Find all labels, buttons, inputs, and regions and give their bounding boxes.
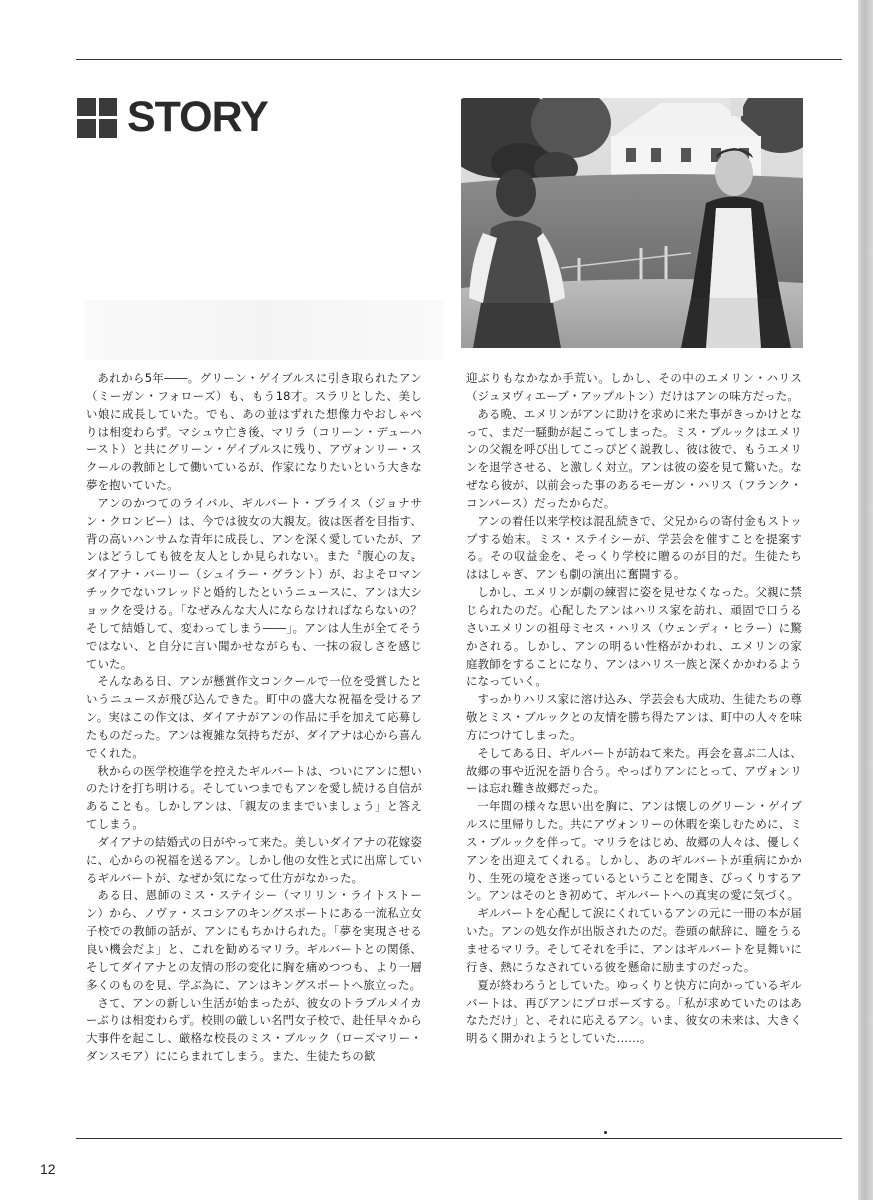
story-paragraph: しかし、エメリンが劇の練習に姿を見せなくなった。父親に禁じられたのだ。心配したアンはハリス家を訪れ、頑固で口うるさいエメリンの祖母ミセス・ハリス（ウェンディ・ヒラー）に驚かされる。しかし、アンの明るい性格がかわれ、エメリンの家庭教師をすることになり、アンはハリス一族と深くかかわるようになっていく。 xyxy=(466,585,802,689)
film-still-photo xyxy=(461,98,803,348)
story-paragraph: そしてある日、ギルバートが訪ねて来た。再会を喜ぶ二人は、故郷の事や近況を語り合う。やっぱりアンにとって、アヴォンリーは忘れ難き故郷だった。 xyxy=(466,745,802,796)
story-paragraph: さて、アンの新しい生活が始まったが、彼女のトラブルメイカーぶりは相変わらず。校則の厳しい名門女子校で、赴任早々から大事件を起こし、厳格な校長のミス・ブルック（ローズマリー・ダンスモア）ににらまれてしまう。また、生徒たちの歓 xyxy=(86,995,422,1064)
story-paragraph: すっかりハリス家に溶け込み、学芸会も大成功、生徒たちの尊敬とミス・ブルックとの友情を勝ち得たアンは、町中の人々を味方につけてしまった。 xyxy=(466,692,802,742)
bottom-rule xyxy=(76,1138,842,1139)
story-header xyxy=(77,93,268,141)
faint-watermark-band xyxy=(84,300,444,360)
story-paragraph: 一年間の様々な思い出を胸に、アンは懐しのグリーン・ゲイブルスに里帰りした。共にアヴォンリーの休暇を楽しむために、ミス・ブルックを伴って。マリラをはじめ、故郷の人々は、優しくアンを出迎えてくれる。しかし、あのギルバートが重病にかかり、生死の境をさ迷っているということを聞き、びっくりするアン。アンはそのとき初めて、ギルバートへの真実の愛に気づく。 xyxy=(466,799,802,903)
page-number: 12 xyxy=(40,1161,56,1177)
story-paragraph: アンのかつてのライバル、ギルバート・ブライス（ジョナサン・クロンビー）は、今では彼女の大親友。彼は医者を目指す、背の高いハンサムな青年に成長し、アンを深く愛していたが、アンはどうしても彼を友人としか見られない。また〝腹心の友〟ダイアナ・バーリー（シュイラー・グラント）が、およそロマンチックでないフレッドと婚約したというニュースに、アンは大ショックを受ける。「なぜみんな大人にならなければならないの？そして結婚して、変わってしまう――」。アンは人生が全てそうではない、と自分に言い聞かせながらも、一抹の寂しさを感じていた。 xyxy=(86,495,422,671)
story-paragraph: そんなある日、アンが懸賞作文コンクールで一位を受賞したというニュースが飛び込んできた。町中の盛大な祝福を受けるアン。実はこの作文は、ダイアナがアンの作品に手を加えて応募したものだった。アンは複雑な気持ちだが、ダイアナは心から喜んでくれた。 xyxy=(86,674,422,760)
story-paragraph: ダイアナの結婚式の日がやって来た。美しいダイアナの花嫁姿に、心からの祝福を送るアン。しかし他の女性と式に出席しているギルバートが、なぜか気になって仕方がなかった。 xyxy=(86,834,422,885)
story-paragraph: あれから5年――。グリーン・ゲイブルスに引き取られたアン（ミーガン・フォローズ）も、もう18才。スラリとした、美しい娘に成長していた。でも、あの並はずれた想像力やおしゃべりは相変わらず。マシュウ亡き後、マリラ（コリーン・デューハースト）と共にグリーン・ゲイブルスに残り、アヴォンリー・スクールの教師として働いているが、作家になりたいという大きな夢を抱いていた。 xyxy=(86,371,422,493)
story-paragraph: アンの着任以来学校は混乱続きで、父兄からの寄付金もストップする始末。ミス・ステイシーが、学芸会を催すことを提案する。その収益金を、そっくり学校に贈るのが目的だ。生徒たちははしゃぎ、アンも劇の演出に奮闘する。 xyxy=(466,513,802,582)
four-square-bullet-icon xyxy=(77,98,117,138)
story-paragraph: 秋からの医学校進学を控えたギルバートは、ついにアンに想いのたけを打ち明ける。そしていつまでもアンを愛し続ける自信があることも。しかしアンは、「親友のままでいましょう」と答えてしまう。 xyxy=(86,763,422,832)
story-text-right-column xyxy=(466,370,802,1048)
story-paragraph: ギルバートを心配して涙にくれているアンの元に一冊の本が届いた。アンの処女作が出版されたのだ。巻頭の献辞に、瞳をうるませるマリラ。そしてそれを手に、アンはギルバートを見舞いに行き、熱にうなされている彼を懸命に励ますのだった。 xyxy=(466,906,802,974)
story-paragraph: 迎ぶりもなかなか手荒い。しかし、その中のエメリン・ハリス（ジュヌヴィエーブ・アップルトン）だけはアンの味方だった。 xyxy=(466,371,802,403)
story-paragraph: ある日、恩師のミス・ステイシー（マリリン・ライトストーン）から、ノヴァ・スコシアのキングスポートにある一流私立女子校での教師の話が、アンにもちかけられた。「夢を実現させる良い機会だよ」と、これを勧めるマリラ。ギルバートとの関係、そしてダイアナとの友情の形の変化に胸を痛めつつも、より一層多くのものを見、学ぶ為に、アンはキングスポートへ旅立った。 xyxy=(86,888,422,992)
story-text-left-column xyxy=(86,370,422,1066)
story-paragraph: ある晩、エメリンがアンに助けを求めに来た事がきっかけとなって、まだ一騒動が起こってしまった。ミス・ブルックはエメリンの父親を呼び出してこっぴどく説教し、彼は彼で、もうエメリンを退学させる、と激しく対立。アンは彼の姿を見て驚いた。なぜなら彼が、以前会った事のあるモーガン・ハリス（フランク・コンバース）だったからだ。 xyxy=(466,406,802,510)
top-rule xyxy=(76,59,842,60)
page-title: STORY xyxy=(127,93,268,141)
story-paragraph: 夏が終わろうとしていた。ゆっくりと快方に向かっているギルバートは、再びアンにプロポーズする。「私が求めていたのはあなただけ」と、それに応えるアン。いま、彼女の未来は、大きく明るく開かれようとしていた……。 xyxy=(466,977,802,1046)
page-edge-shadow xyxy=(858,0,873,1200)
print-dot xyxy=(604,1131,607,1134)
